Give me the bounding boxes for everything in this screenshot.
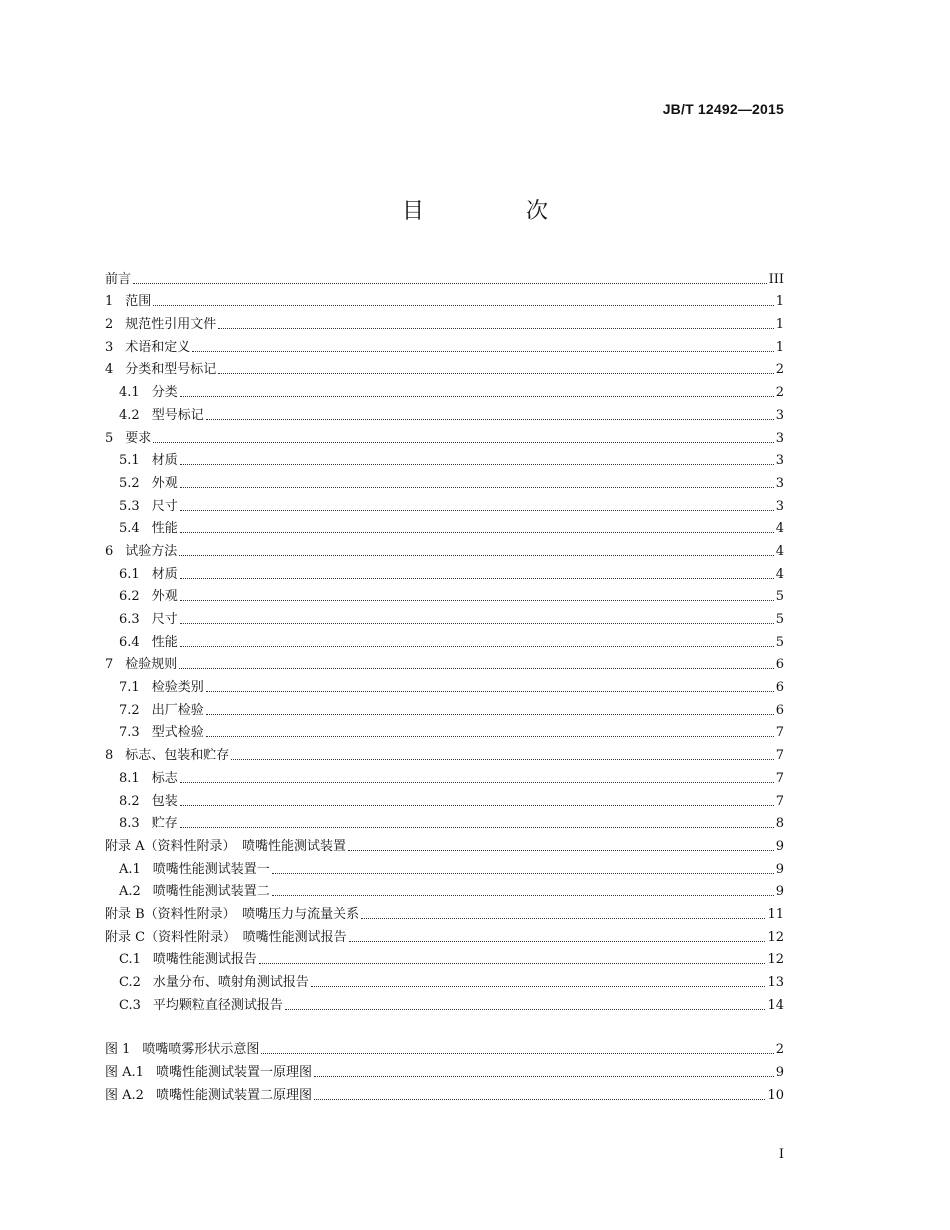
dot-leader: [261, 1053, 773, 1054]
dot-leader: [180, 510, 774, 511]
toc-entry-label: 范围: [125, 294, 152, 310]
toc-entry-number: 图 A.1: [105, 1065, 144, 1081]
toc-entry[interactable]: [105, 537, 784, 560]
document-code: JB/T 12492—2015: [662, 101, 784, 117]
toc-entry[interactable]: [105, 741, 784, 764]
toc-entry-page: 12: [767, 952, 784, 968]
toc-entry-label: 水量分布、喷射角测试报告: [152, 975, 309, 990]
toc-entry-label: 外观: [151, 589, 178, 605]
toc-entry-number: 7.3: [119, 725, 140, 741]
page-title: 目 次: [401, 199, 588, 224]
toc-entry-page: 12: [767, 929, 784, 945]
toc-entry[interactable]: [105, 333, 784, 356]
toc-entry[interactable]: [105, 605, 784, 628]
toc-entry-page: 7: [775, 725, 784, 741]
dot-leader: [180, 487, 774, 488]
toc-entry-page: 1: [775, 317, 784, 333]
dot-leader: [206, 714, 774, 715]
dot-leader: [180, 464, 774, 465]
toc-entry-page: 9: [775, 1065, 784, 1081]
toc-entry-label: 要求: [125, 430, 152, 446]
toc-entry-label: 尺寸: [151, 612, 178, 627]
toc-entry-label: 前言: [105, 271, 132, 287]
toc-entry-label: 喷嘴性能测试装置二: [152, 884, 270, 900]
toc-entry-page: 2: [775, 362, 784, 378]
toc-entry-page: 5: [775, 634, 784, 650]
dot-leader: [218, 328, 773, 329]
toc-entry-number: 6: [105, 543, 114, 559]
toc-entry-page: 8: [775, 816, 784, 832]
toc-entry-label: 包装: [151, 793, 178, 809]
toc-entry-label: 规范性引用文件: [125, 317, 217, 333]
toc-entry-label: 材质: [151, 453, 178, 469]
toc-entry[interactable]: [105, 469, 784, 492]
toc-entry-number: 2: [105, 317, 114, 333]
toc-entry-page: 1: [775, 294, 784, 310]
toc-entry-page: 6: [775, 657, 784, 673]
toc-entry[interactable]: [105, 764, 784, 787]
dot-leader: [153, 442, 773, 443]
toc-entry-label: 标志、包装和贮存: [125, 748, 230, 764]
toc-entry-number: C.2: [119, 975, 141, 990]
toc-entry[interactable]: [105, 923, 784, 946]
toc-entry[interactable]: [105, 651, 784, 674]
dot-leader: [180, 396, 774, 397]
toc-entry-page: 9: [775, 884, 784, 900]
dot-leader: [180, 532, 774, 533]
toc-entry-label: 喷嘴性能测试装置一: [152, 861, 270, 877]
toc-entry-page: 6: [775, 702, 784, 718]
dot-leader: [361, 918, 765, 919]
toc-entry-number: 3: [105, 339, 114, 355]
toc-entry-label: 出厂检验: [151, 702, 204, 718]
toc-entry-number: 8.1: [119, 770, 140, 786]
toc-entry-number: 5.3: [119, 498, 140, 514]
dot-leader: [231, 759, 773, 760]
toc-entry[interactable]: [105, 810, 784, 833]
toc-entry[interactable]: [105, 991, 784, 1014]
toc-entry-page: 4: [775, 566, 784, 582]
toc-entry-number: 6.1: [119, 566, 140, 582]
page-number: I: [778, 1147, 784, 1162]
toc-entry[interactable]: [105, 855, 784, 878]
toc-entry-label: 附录 A（资料性附录） 喷嘴性能测试装置: [105, 838, 347, 854]
toc-entry-number: C.3: [119, 997, 141, 1013]
dot-leader: [314, 1099, 766, 1100]
toc-entry-number: C.1: [119, 952, 141, 968]
toc-entry-number: 5.1: [119, 453, 140, 469]
dot-leader: [180, 600, 774, 601]
toc-entry[interactable]: [105, 719, 784, 742]
toc-entry-page: 9: [775, 861, 784, 877]
toc-entry-page: 11: [767, 906, 784, 922]
toc-entry-page: 7: [775, 748, 784, 764]
toc-entry-page: 3: [775, 475, 784, 491]
toc-entry-number: 图 A.2: [105, 1087, 144, 1103]
toc-entry-label: 检验类别: [151, 680, 204, 696]
toc-entry-label: 分类和型号标记: [125, 362, 217, 378]
toc-entry-number: 4.1: [119, 385, 140, 401]
toc-entry-label: 平均颗粒直径测试报告: [152, 997, 283, 1013]
toc-entry[interactable]: [105, 673, 784, 696]
dot-leader: [153, 305, 773, 306]
dot-leader: [180, 782, 774, 783]
dot-leader: [180, 578, 774, 579]
toc-entry[interactable]: [105, 968, 784, 991]
dot-leader: [206, 691, 774, 692]
toc-entry[interactable]: [105, 515, 784, 538]
dot-leader: [179, 555, 773, 556]
dot-leader: [180, 646, 774, 647]
toc-entry-number: 8.2: [119, 793, 140, 809]
toc-entry-label: 型号标记: [151, 407, 204, 423]
toc-entry-page: 3: [775, 453, 784, 469]
dot-leader: [259, 963, 766, 964]
toc-entry-label: 试验方法: [125, 543, 178, 559]
toc-entry[interactable]: [105, 946, 784, 969]
toc-entry-page: 5: [775, 589, 784, 605]
toc-entry[interactable]: [105, 424, 784, 447]
dot-leader: [285, 1009, 766, 1010]
toc-entry[interactable]: [105, 583, 784, 606]
toc-entry-page: III: [768, 271, 784, 287]
toc-entry-label: 附录 C（资料性附录） 喷嘴性能测试报告: [105, 929, 347, 945]
toc-entry-number: A.2: [119, 884, 141, 900]
figure-list-entry[interactable]: [105, 1036, 784, 1059]
toc-entry-number: 图 1: [105, 1042, 131, 1058]
toc-entry-page: 7: [775, 793, 784, 809]
toc-entry-number: 4: [105, 362, 114, 378]
toc-entry-page: 9: [775, 838, 784, 854]
toc-entry-page: 6: [775, 680, 784, 696]
toc-entry-label: 性能: [151, 521, 178, 537]
toc-entry-label: 附录 B（资料性附录） 喷嘴压力与流量关系: [105, 906, 360, 922]
dot-leader: [180, 805, 774, 806]
toc-entry-page: 14: [767, 997, 784, 1013]
toc-entry-number: 4.2: [119, 407, 140, 423]
toc-entry-number: 8.3: [119, 816, 140, 832]
toc-entry[interactable]: [105, 900, 784, 923]
toc-entry[interactable]: [105, 288, 784, 311]
toc-entry-label: 喷嘴性能测试报告: [152, 952, 257, 968]
toc-entry-label: 型式检验: [151, 725, 204, 741]
toc-entry-number: 6.4: [119, 634, 140, 650]
toc-entry-label: 检验规则: [125, 657, 178, 673]
toc-entry[interactable]: [105, 447, 784, 470]
figure-list-entry[interactable]: [105, 1058, 784, 1081]
toc-entry[interactable]: [105, 401, 784, 424]
toc-entry[interactable]: [105, 560, 784, 583]
toc-entry-page: 3: [775, 407, 784, 423]
toc-entry-number: 5.2: [119, 475, 140, 491]
toc-entry[interactable]: [105, 265, 784, 288]
toc-entry-number: 1: [105, 294, 114, 310]
dot-leader: [180, 827, 774, 828]
dot-leader: [192, 351, 773, 352]
dot-leader: [348, 850, 774, 851]
toc-entry[interactable]: [105, 378, 784, 401]
toc-entry-label: 标志: [151, 770, 178, 786]
toc-entry[interactable]: [105, 310, 784, 333]
toc-entry-page: 1: [775, 339, 784, 355]
toc-entry-label: 喷嘴喷雾形状示意图: [142, 1042, 260, 1058]
dot-leader: [349, 941, 766, 942]
toc-entry-label: 外观: [151, 475, 178, 491]
toc-entry-page: 13: [767, 975, 784, 990]
toc-entry[interactable]: [105, 628, 784, 651]
toc-entry-label: 尺寸: [151, 498, 178, 514]
toc-entry-page: 3: [775, 498, 784, 514]
toc-entry-number: 7.1: [119, 680, 140, 696]
toc-entry-label: 术语和定义: [125, 339, 191, 355]
toc-entry-page: 7: [775, 770, 784, 786]
dot-leader: [272, 873, 774, 874]
toc-entry-page: 4: [775, 521, 784, 537]
dot-leader: [314, 1076, 774, 1077]
toc-entry-label: 分类: [151, 385, 178, 401]
toc-entry-label: 贮存: [151, 816, 178, 832]
dot-leader: [218, 373, 773, 374]
toc-entry-number: 7: [105, 657, 114, 673]
toc-entry-label: 喷嘴性能测试装置二原理图: [155, 1087, 312, 1103]
toc-entry-number: 5: [105, 430, 114, 446]
toc-entry-number: 5.4: [119, 521, 140, 537]
toc-entry[interactable]: [105, 356, 784, 379]
toc-entry-number: 7.2: [119, 702, 140, 718]
dot-leader: [206, 419, 774, 420]
toc-entry[interactable]: [105, 787, 784, 810]
dot-leader: [179, 668, 773, 669]
dot-leader: [133, 283, 767, 284]
toc-entry-number: 6.2: [119, 589, 140, 605]
toc-entry-label: 喷嘴性能测试装置一原理图: [155, 1065, 312, 1081]
toc-entry-number: 6.3: [119, 612, 140, 627]
dot-leader: [206, 736, 774, 737]
dot-leader: [272, 895, 774, 896]
dot-leader: [311, 986, 766, 987]
toc-entry-label: 材质: [151, 566, 178, 582]
toc-entry[interactable]: [105, 492, 784, 515]
toc-entry-number: A.1: [119, 861, 141, 877]
toc-entry-label: 性能: [151, 634, 178, 650]
toc-entry[interactable]: [105, 878, 784, 901]
toc-entry[interactable]: [105, 832, 784, 855]
figure-list-entry[interactable]: [105, 1081, 784, 1104]
toc-entry-number: 8: [105, 748, 114, 764]
dot-leader: [180, 623, 774, 624]
toc-entry-page: 2: [775, 1042, 784, 1058]
toc-entry[interactable]: [105, 696, 784, 719]
toc-entry-page: 4: [775, 543, 784, 559]
toc-entry-page: 10: [767, 1087, 784, 1103]
table-of-contents: [105, 265, 784, 1104]
toc-entry-page: 5: [775, 612, 784, 627]
toc-entry-page: 2: [775, 385, 784, 401]
toc-entry-page: 3: [775, 430, 784, 446]
